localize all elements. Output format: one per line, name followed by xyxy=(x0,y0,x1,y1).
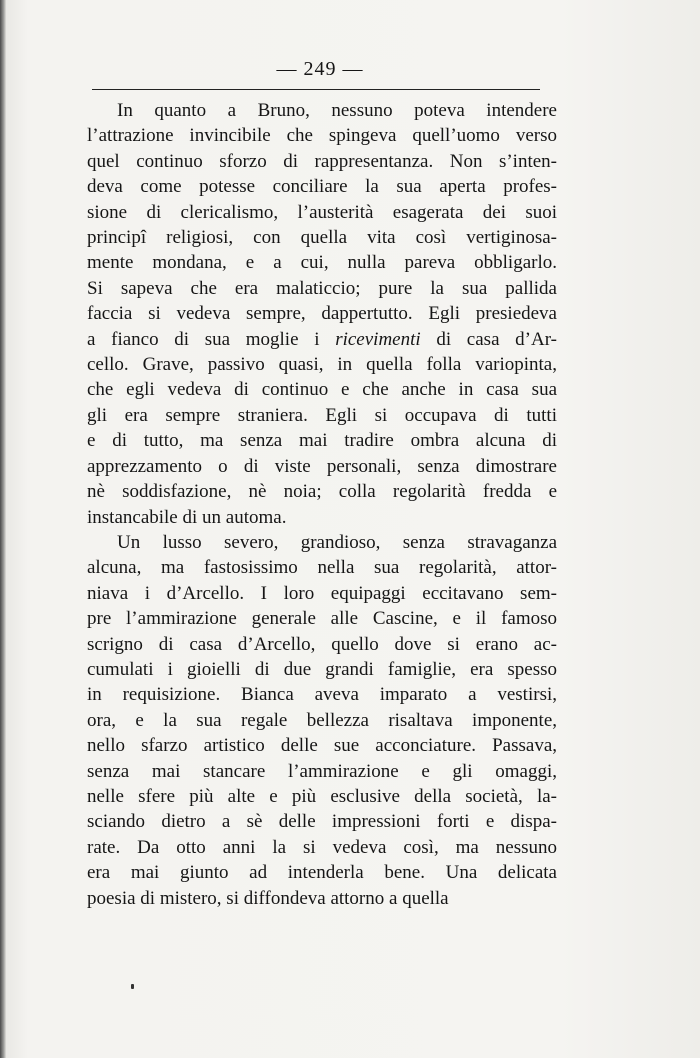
book-spine-shadow xyxy=(0,0,6,1058)
text-segment: Un lusso severo, grandioso, senza stravaganza xyxy=(117,531,557,553)
text-segment: alcuna, ma fastosissimo nella sua regolarità, attor- xyxy=(87,557,557,579)
text-segment: era mai giunto ad intenderla bene. Una delicata xyxy=(87,862,557,884)
text-line xyxy=(87,403,557,428)
text-segment: l’attrazione invincibile che spingeva quell’uomo verso xyxy=(87,125,557,147)
text-line xyxy=(87,835,557,860)
text-line xyxy=(87,200,557,225)
text-line xyxy=(87,606,557,631)
text-line xyxy=(87,505,557,530)
text-line xyxy=(87,784,557,809)
text-segment: che egli vedeva di continuo e che anche in casa sua xyxy=(87,379,557,401)
text-segment: quel continuo sforzo di rappresentanza. Non s’inten- xyxy=(87,150,557,172)
text-line xyxy=(87,149,557,174)
text-line xyxy=(87,301,557,326)
text-segment: cello. Grave, passivo quasi, in quella folla variopinta, xyxy=(87,354,557,376)
text-segment: faccia si vedeva sempre, dappertutto. Egli presiedeva xyxy=(87,303,557,325)
paragraph xyxy=(87,530,557,911)
text-segment: scrigno di casa d’Arcello, quello dove si erano ac- xyxy=(87,633,557,655)
text-line xyxy=(87,581,557,606)
text-segment: e di tutto, ma senza mai tradire ombra alcuna di xyxy=(87,430,557,452)
text-line xyxy=(87,479,557,504)
text-segment: deva come potesse conciliare la sua aperta profes- xyxy=(87,176,557,198)
print-speck xyxy=(131,984,134,989)
text-segment: ora, e la sua regale bellezza risaltava imponente, xyxy=(87,709,557,731)
italic-term: ricevimenti xyxy=(335,328,421,350)
text-segment: nè soddisfazione, nè noia; colla regolarità fredda e xyxy=(87,481,557,503)
page-number: — 249 — xyxy=(276,58,364,80)
text-segment: nelle sfere più alte e più esclusive della società, la- xyxy=(87,785,557,807)
text-segment: apprezzamento o di viste personali, senza dimostrare xyxy=(87,455,557,477)
text-segment: Si sapeva che era malaticcio; pure la sua pallida xyxy=(87,277,557,299)
text-line xyxy=(87,708,557,733)
text-line xyxy=(87,327,557,352)
text-segment: instancabile di un automa. xyxy=(87,506,287,528)
text-segment: poesia di mistero, si diffondeva attorno a quella xyxy=(87,887,449,909)
text-line xyxy=(87,809,557,834)
text-line xyxy=(87,276,557,301)
text-line xyxy=(87,428,557,453)
text-segment: in requisizione. Bianca aveva imparato a vestirsi, xyxy=(87,684,557,706)
body-text xyxy=(87,98,557,911)
text-segment: nello sfarzo artistico delle sue acconciature. Passava, xyxy=(87,735,557,757)
text-segment: pre l’ammirazione generale alle Cascine, e il famoso xyxy=(87,608,557,630)
text-segment: cumulati i gioielli di due grandi famiglie, era spesso xyxy=(87,658,557,680)
text-line xyxy=(87,860,557,885)
text-line xyxy=(87,530,557,555)
text-segment: sciando dietro a sè delle impressioni forti e dispa- xyxy=(87,811,557,833)
text-line xyxy=(87,454,557,479)
text-segment: gli era sempre straniera. Egli si occupava di tutti xyxy=(87,404,557,426)
text-segment: In quanto a Bruno, nessuno poteva intendere xyxy=(117,100,557,121)
text-line xyxy=(87,352,557,377)
text-line xyxy=(87,657,557,682)
text-segment: a fianco di sua moglie i xyxy=(87,328,336,350)
text-line xyxy=(87,759,557,784)
text-line xyxy=(87,225,557,250)
header-rule xyxy=(92,89,540,90)
text-segment: rate. Da otto anni la si vedeva così, ma nessuno xyxy=(87,836,557,858)
text-segment: niava i d’Arcello. I loro equipaggi eccitavano sem- xyxy=(87,582,557,604)
text-segment: sione di clericalismo, l’austerità esagerata dei suoi xyxy=(87,201,557,223)
text-segment: di casa d’Ar- xyxy=(420,328,558,350)
text-segment: principî religiosi, con quella vita così vertiginosa- xyxy=(87,227,557,249)
text-segment: mente mondana, e a cui, nulla pareva obbligarlo. xyxy=(87,252,557,274)
text-line xyxy=(87,682,557,707)
text-line xyxy=(87,886,557,911)
text-line xyxy=(87,174,557,199)
text-line xyxy=(87,632,557,657)
text-line xyxy=(87,377,557,402)
text-line xyxy=(87,123,557,148)
text-line xyxy=(87,250,557,275)
text-line xyxy=(87,98,557,123)
paragraph xyxy=(87,98,557,530)
text-segment: senza mai stancare l’ammirazione e gli omaggi, xyxy=(87,760,557,782)
text-line xyxy=(87,733,557,758)
text-line xyxy=(87,555,557,580)
